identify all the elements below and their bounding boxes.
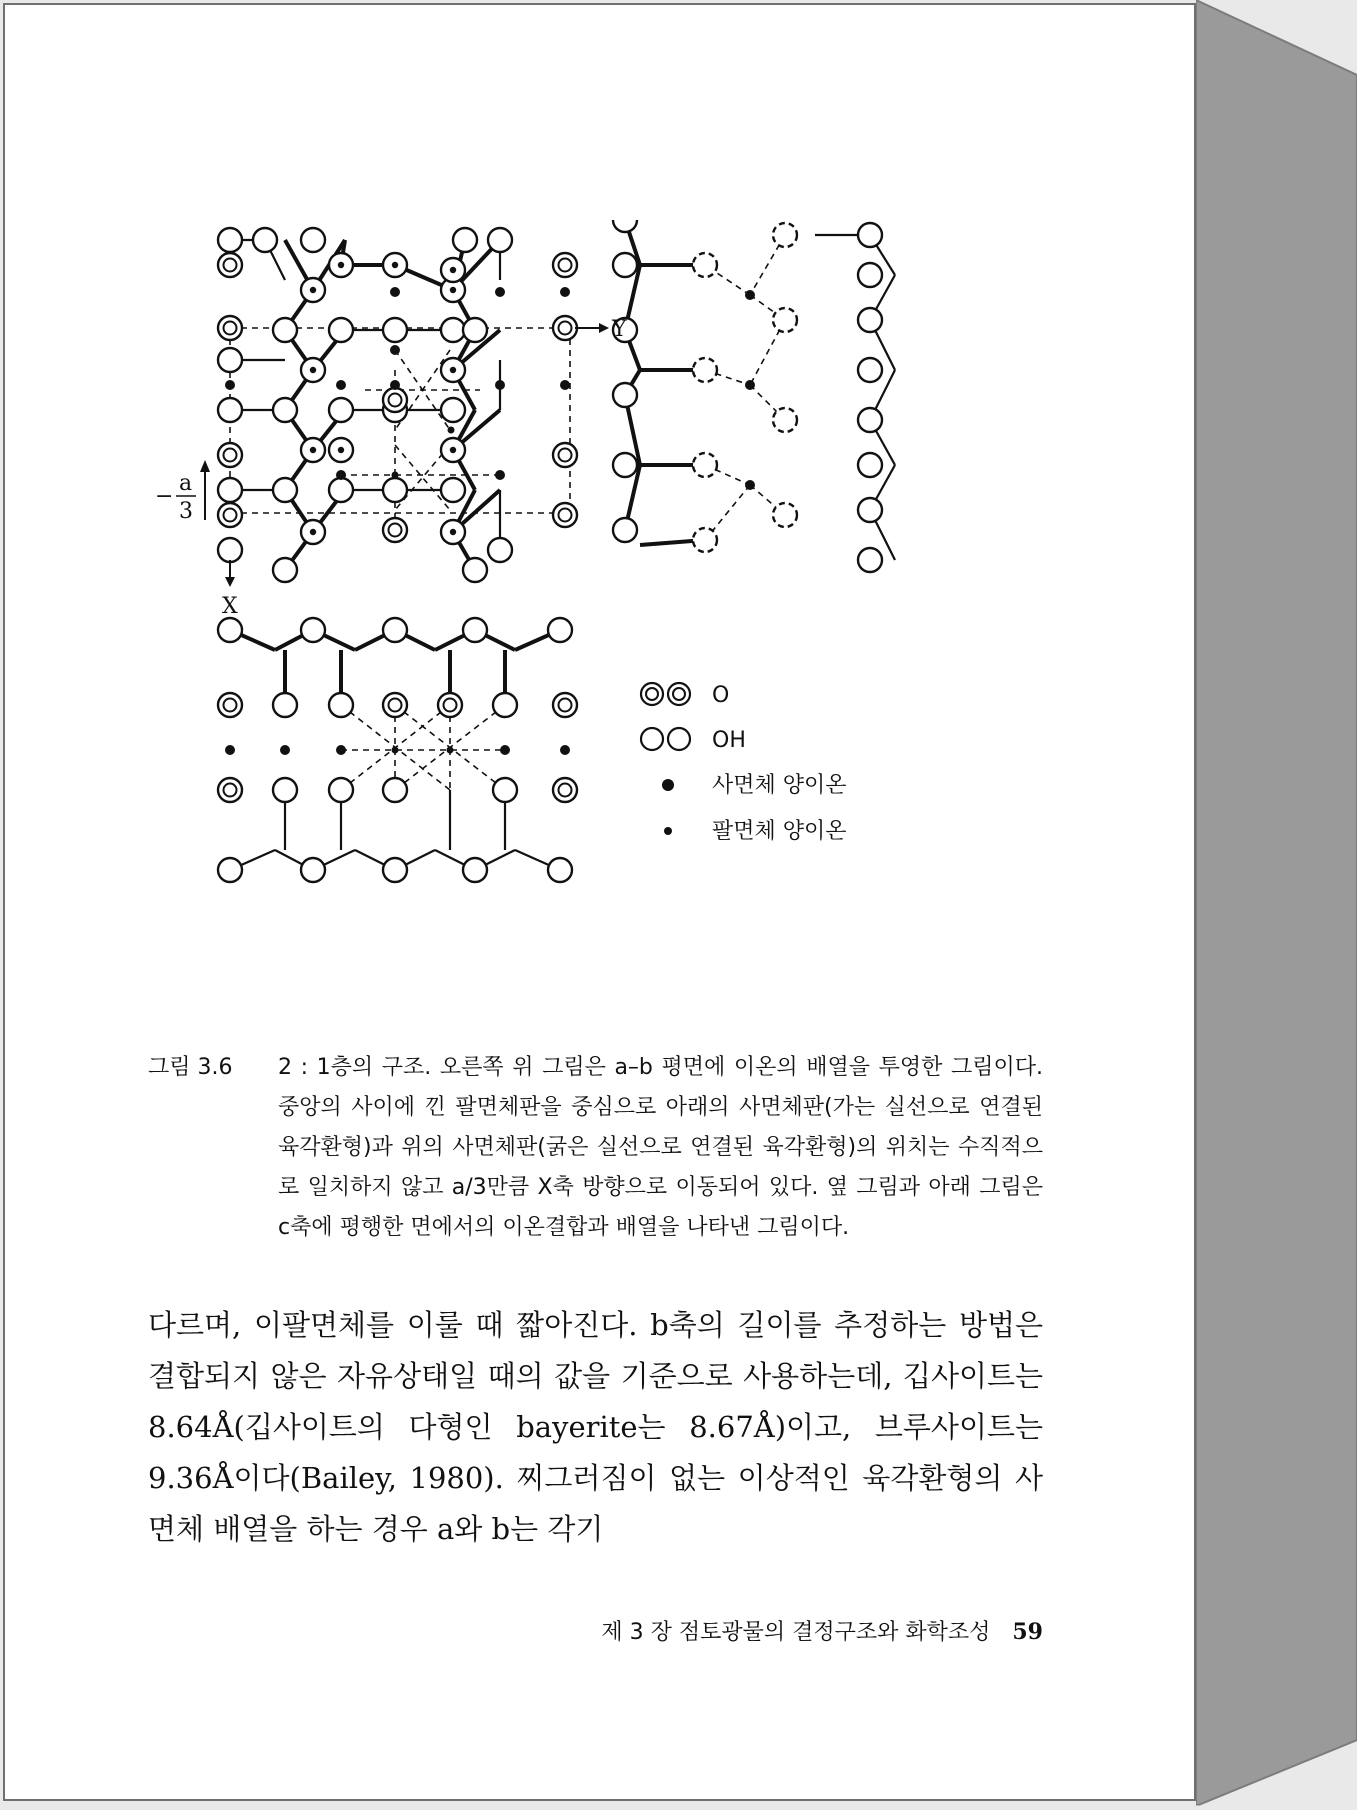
oh-ion xyxy=(273,478,297,502)
o-ion-with-cation xyxy=(301,358,325,382)
oh-ion xyxy=(488,538,512,562)
tetrahedral-cation xyxy=(336,380,346,390)
caption-number: 그림 3.6 xyxy=(148,1055,233,1080)
shift-indicator xyxy=(155,460,210,524)
projected-ion xyxy=(693,253,717,277)
oh-ion xyxy=(383,618,407,642)
oh-ion xyxy=(493,778,517,802)
oh-ion xyxy=(329,478,353,502)
oh-ion xyxy=(858,358,882,382)
figure-caption xyxy=(148,1048,1043,1248)
oh-ion xyxy=(613,453,637,477)
book-page xyxy=(3,3,1196,1801)
oh-ion xyxy=(218,228,242,252)
oh-ion xyxy=(463,858,487,882)
oh-ion xyxy=(858,263,882,287)
projected-ion xyxy=(773,503,797,527)
tetrahedral-cation xyxy=(745,480,755,490)
page-number: 59 xyxy=(1012,1619,1043,1645)
oh-ion xyxy=(301,858,325,882)
o-ion xyxy=(438,693,462,717)
tetrahedral-cation xyxy=(390,380,400,390)
o-ion xyxy=(383,693,407,717)
oh-ion xyxy=(463,558,487,582)
legend-octahedral-symbol xyxy=(664,827,672,835)
tetrahedral-cation xyxy=(390,287,400,297)
oh-ion xyxy=(273,318,297,342)
tetrahedral-cation xyxy=(225,745,235,755)
oh-ion xyxy=(441,478,465,502)
oh-ion xyxy=(218,478,242,502)
oh-ion xyxy=(548,618,572,642)
running-footer xyxy=(148,1615,1043,1646)
caption-text: 2 : 1층의 구조. 오른쪽 위 그림은 a–b 평면에 이온의 배열을 투영한 그림이다. 중앙의 사이에 낀 팔면체판을 중심으로 아래의 사면체판(가는 실선으로 연결된 육각환형)과 위의 사면체판(굵은 실선으로 연결된 육각환형)의 위치는 수직적으로 일치하지 않고 a/3만큼 X축 방향으로 이동되어 있다. 옆 그림과 아래 그림은 c축에 평행한 면에서의 이온결합과 배열을 나타낸 그림이다. xyxy=(278,1055,1043,1240)
legend-tetrahedral-label: 사면체 양이온 xyxy=(712,773,847,798)
oh-ion xyxy=(858,223,882,247)
o-ion-with-cation xyxy=(301,520,325,544)
oh-ion xyxy=(548,858,572,882)
oh-ion xyxy=(218,538,242,562)
oh-ion xyxy=(493,693,517,717)
oh-ion xyxy=(858,498,882,522)
o-ion xyxy=(218,503,242,527)
oh-ion xyxy=(613,253,637,277)
figure-3-6 xyxy=(155,220,1025,1020)
oh-ion xyxy=(383,318,407,342)
o-ion-with-cation xyxy=(301,438,325,462)
oh-ion xyxy=(273,558,297,582)
oh-ion xyxy=(858,308,882,332)
oh-ion xyxy=(488,228,512,252)
structure-diagram xyxy=(155,220,1025,1020)
oh-ion xyxy=(613,383,637,407)
y-axis-label: Y xyxy=(612,317,627,342)
x-axis-label: X xyxy=(222,594,238,619)
o-ion-with-cation xyxy=(441,438,465,462)
body-paragraph: 다르며, 이팔면체를 이룰 때 짧아진다. b축의 길이를 추정하는 방법은 결합되지 않은 자유상태일 때의 값을 기준으로 사용하는데, 깁사이트는 8.64Å(깁사이트의 다형인 bayerite는 8.67Å)이고, 브루사이트는 9.36Å이다(Bailey, 1980). 찌그러짐이 없는 이상적인 육각환형의 사면체 배열을 하는 경우 a와 b는 각기 xyxy=(148,1308,1043,1546)
o-ion xyxy=(383,518,407,542)
tetrahedral-cation xyxy=(336,470,346,480)
oh-ion xyxy=(441,318,465,342)
o-ion xyxy=(553,443,577,467)
legend-tetrahedral-symbol xyxy=(662,779,674,791)
oh-ion xyxy=(463,318,487,342)
tetrahedral-cation xyxy=(336,745,346,755)
legend-o-label: O xyxy=(712,683,730,708)
oh-ion xyxy=(383,778,407,802)
oh-ion xyxy=(273,398,297,422)
tetrahedral-cation xyxy=(745,290,755,300)
oh-ion xyxy=(383,858,407,882)
tetrahedral-cation xyxy=(560,380,570,390)
x-axis-arrow xyxy=(222,560,238,619)
o-ion-with-cation xyxy=(441,520,465,544)
y-axis-arrow xyxy=(575,317,627,342)
oh-ion xyxy=(273,778,297,802)
o-ion-with-cation xyxy=(441,358,465,382)
shift-denominator: 3 xyxy=(179,499,193,524)
tetrahedral-cation xyxy=(225,380,235,390)
oh-ion xyxy=(329,778,353,802)
legend-oh-symbol xyxy=(641,728,690,750)
oh-ion xyxy=(329,398,353,422)
o-ion xyxy=(553,503,577,527)
projected-ion xyxy=(693,528,717,552)
figure-legend xyxy=(641,683,847,844)
o-ion xyxy=(553,316,577,340)
octahedral-cation xyxy=(392,472,399,479)
tetrahedral-cation xyxy=(745,380,755,390)
projected-ion xyxy=(773,408,797,432)
o-ion xyxy=(383,388,407,412)
oh-ion xyxy=(218,398,242,422)
o-ion xyxy=(553,778,577,802)
projected-ion xyxy=(773,308,797,332)
o-ion xyxy=(553,693,577,717)
tetrahedral-cation xyxy=(560,745,570,755)
o-ion xyxy=(218,778,242,802)
oh-ion xyxy=(613,518,637,542)
legend-octahedral-label: 팔면체 양이온 xyxy=(712,819,847,844)
tetrahedral-cation xyxy=(500,745,510,755)
o-ion xyxy=(218,443,242,467)
oh-ion xyxy=(329,318,353,342)
o-ion-with-cation xyxy=(329,438,353,462)
oh-ion xyxy=(613,220,637,232)
book-spine xyxy=(1196,0,1357,1806)
legend-o-symbol xyxy=(641,683,690,705)
projected-ion xyxy=(773,223,797,247)
chapter-title: 제 3 장 점토광물의 결정구조와 화학조성 xyxy=(601,1620,991,1645)
tetrahedral-cation xyxy=(280,745,290,755)
oh-ion xyxy=(453,228,477,252)
octahedral-cation xyxy=(448,427,455,434)
o-ion xyxy=(218,316,242,340)
projected-ion xyxy=(693,358,717,382)
oh-ion xyxy=(273,693,297,717)
oh-ion xyxy=(383,478,407,502)
o-ion-with-cation xyxy=(329,253,353,277)
oh-ion xyxy=(301,228,325,252)
o-ion-with-cation xyxy=(383,253,407,277)
oh-ion xyxy=(329,693,353,717)
oh-ion xyxy=(218,348,242,372)
o-ion xyxy=(218,253,242,277)
oh-ion xyxy=(441,398,465,422)
o-ion xyxy=(553,253,577,277)
oh-ion xyxy=(218,858,242,882)
o-ion-with-cation xyxy=(441,258,465,282)
oh-ion xyxy=(301,618,325,642)
oh-ion xyxy=(858,408,882,432)
oh-ion xyxy=(463,618,487,642)
oh-ion xyxy=(858,453,882,477)
tetrahedral-cation xyxy=(495,380,505,390)
o-ion xyxy=(218,693,242,717)
legend-oh-label: OH xyxy=(712,728,746,753)
oh-ion xyxy=(218,618,242,642)
octahedral-cation xyxy=(392,747,399,754)
tetrahedral-cation xyxy=(560,287,570,297)
octahedral-cation xyxy=(447,747,454,754)
shift-prefix: − xyxy=(155,484,174,509)
oh-ion xyxy=(858,548,882,572)
tetrahedral-cation xyxy=(495,287,505,297)
shift-numerator: a xyxy=(179,471,193,496)
tetrahedral-cation xyxy=(390,345,400,355)
o-ion-with-cation xyxy=(301,278,325,302)
oh-ion xyxy=(253,228,277,252)
tetrahedral-cation xyxy=(495,470,505,480)
projected-ion xyxy=(693,453,717,477)
